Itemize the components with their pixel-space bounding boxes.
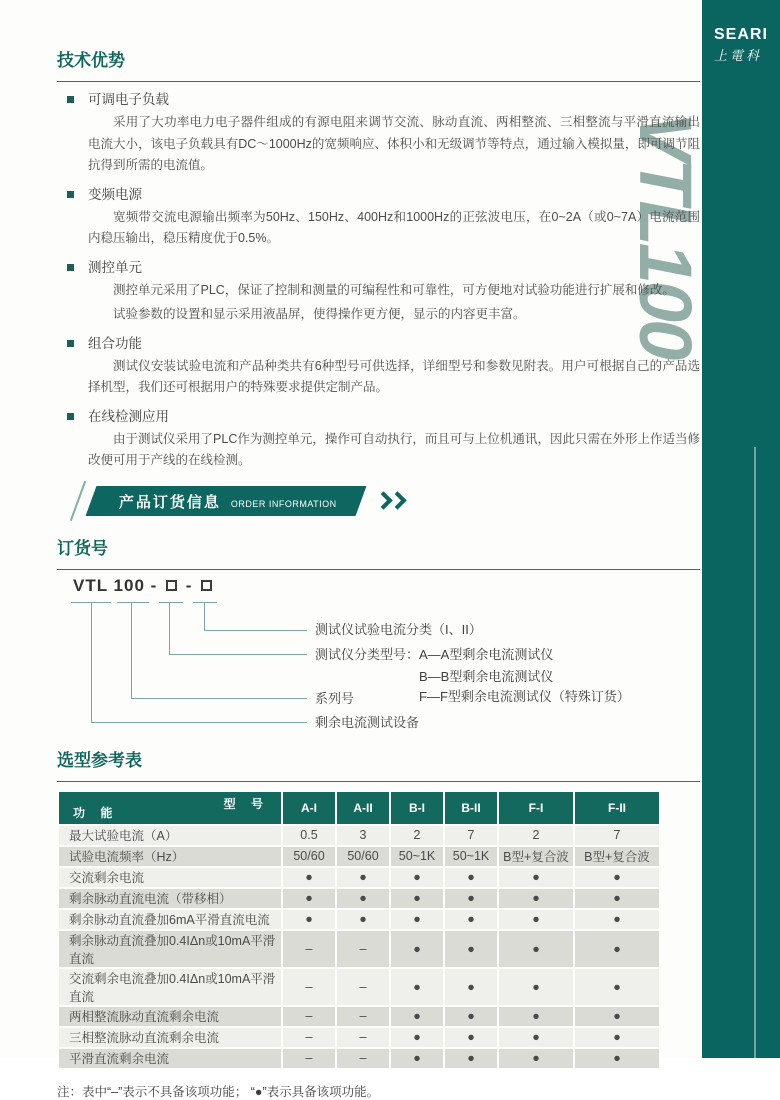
order-label-current-class: 测试仪试验电流分类（I、II） bbox=[315, 621, 482, 637]
chevron-right-icon bbox=[388, 491, 406, 509]
tech-advantages-title: 技术优势 bbox=[57, 46, 700, 82]
feature-label-cell: 三相整流脉动直流剩余电流 bbox=[59, 1028, 281, 1047]
value-cell: – bbox=[337, 969, 389, 1005]
value-cell: ● bbox=[575, 931, 659, 967]
value-cell: ● bbox=[445, 931, 497, 967]
connector-line bbox=[131, 602, 132, 698]
formula-series: VTL bbox=[73, 575, 108, 595]
connector-line bbox=[169, 602, 170, 654]
order-type-option: A—A型剩余电流测试仪 bbox=[419, 646, 554, 662]
value-cell: B型+复合波 bbox=[499, 847, 573, 866]
table-note: 注：表中“–”表示不具备该项功能； “●”表示具备该项功能。 bbox=[57, 1084, 380, 1099]
feature-paragraph: 测控单元采用了PLC，保证了控制和测量的可编程性和可靠性，可方便地对试验功能进行扩展和修改。 bbox=[113, 282, 675, 297]
table-row bbox=[59, 868, 659, 887]
value-cell: 3 bbox=[337, 826, 389, 845]
value-cell: ● bbox=[391, 868, 443, 887]
value-cell: ● bbox=[445, 868, 497, 887]
value-cell: ● bbox=[283, 910, 335, 929]
table-row bbox=[59, 1049, 659, 1068]
vtl100-watermark: VTL100 bbox=[624, 112, 707, 358]
value-cell: – bbox=[283, 931, 335, 967]
value-cell: B型+复合波 bbox=[575, 847, 659, 866]
feature-item bbox=[57, 334, 700, 399]
square-bullet-icon bbox=[67, 96, 74, 103]
feature-item bbox=[57, 185, 700, 250]
feature-label-cell: 交流剩余电流 bbox=[59, 868, 281, 887]
value-cell: – bbox=[337, 931, 389, 967]
value-cell: 50/60 bbox=[283, 847, 335, 866]
value-cell: 2 bbox=[499, 826, 573, 845]
feature-label-cell: 平滑直流剩余电流 bbox=[59, 1049, 281, 1068]
value-cell: ● bbox=[391, 931, 443, 967]
connector-line bbox=[204, 630, 307, 631]
value-cell: ● bbox=[575, 889, 659, 908]
value-cell: ● bbox=[283, 889, 335, 908]
feature-label-cell: 剩余脉动直流叠加0.4IΔn或10mA平滑直流 bbox=[59, 931, 281, 967]
square-bullet-icon bbox=[67, 264, 74, 271]
value-cell: ● bbox=[575, 868, 659, 887]
table-row bbox=[59, 1028, 659, 1047]
value-cell: ● bbox=[499, 1049, 573, 1068]
order-type-option: B—B型剩余电流测试仪 bbox=[419, 668, 554, 684]
value-cell: – bbox=[283, 1049, 335, 1068]
value-cell: 7 bbox=[445, 826, 497, 845]
value-cell: ● bbox=[575, 969, 659, 1005]
corner-model-label: 型 号 bbox=[223, 796, 269, 811]
value-cell: ● bbox=[499, 868, 573, 887]
formula-separator: - bbox=[185, 575, 193, 595]
value-cell: ● bbox=[283, 868, 335, 887]
feature-title: 在线检测应用 bbox=[88, 408, 169, 424]
feature-paragraph: 采用了大功率电力电子器件组成的有源电阻来调节交流、脉动直流、两相整流、三相整流与平滑直流输出电流大小，该电子负载具有DC～1000Hz的宽频响应、体积小和无级调节等特点，通过输入模拟量，即可调节阻抗得到所需的电流值。 bbox=[88, 115, 700, 172]
feature-label-cell: 最大试验电流（A） bbox=[59, 826, 281, 845]
value-cell: ● bbox=[499, 931, 573, 967]
value-cell: ● bbox=[499, 1007, 573, 1026]
strip-tail-line bbox=[754, 447, 756, 1058]
connector-line bbox=[169, 654, 307, 655]
value-cell: ● bbox=[391, 1049, 443, 1068]
feature-title: 测控单元 bbox=[88, 259, 142, 275]
column-header: B-II bbox=[445, 792, 497, 824]
seari-logo-chinese: 上電科 bbox=[714, 48, 763, 63]
seari-logo-text: SEARI bbox=[714, 26, 768, 43]
corner-header-cell bbox=[59, 792, 281, 824]
feature-paragraph: 宽频带交流电源输出频率为50Hz、150Hz、400Hz和1000Hz的正弦波电压，在0~2A（或0~7A）电流范围内稳压输出，稳压精度优于0.5%。 bbox=[88, 209, 700, 245]
value-cell: ● bbox=[391, 1007, 443, 1026]
value-cell: – bbox=[337, 1049, 389, 1068]
value-cell: ● bbox=[391, 889, 443, 908]
value-cell: ● bbox=[499, 1028, 573, 1047]
banner-body bbox=[86, 486, 367, 516]
model-formula bbox=[73, 576, 215, 596]
feature-label-cell: 试验电流频率（Hz） bbox=[59, 847, 281, 866]
tech-advantages-list bbox=[57, 90, 700, 472]
feature-label-cell: 剩余脉动直流电流（带移相） bbox=[59, 889, 281, 908]
value-cell: 50/60 bbox=[337, 847, 389, 866]
value-cell: ● bbox=[445, 1049, 497, 1068]
value-cell: – bbox=[283, 1007, 335, 1026]
table-row bbox=[59, 910, 659, 929]
table-row bbox=[59, 889, 659, 908]
connector-line bbox=[159, 602, 183, 603]
square-bullet-icon bbox=[67, 191, 74, 198]
value-cell: ● bbox=[575, 1007, 659, 1026]
table-row bbox=[59, 826, 659, 845]
value-cell: 50~1K bbox=[445, 847, 497, 866]
selection-table bbox=[57, 790, 661, 1070]
value-cell: ● bbox=[337, 910, 389, 929]
value-cell: – bbox=[283, 969, 335, 1005]
feature-item bbox=[57, 90, 700, 177]
value-cell: ● bbox=[445, 889, 497, 908]
square-bullet-icon bbox=[67, 340, 74, 347]
column-header: B-I bbox=[391, 792, 443, 824]
selection-table-title: 选型参考表 bbox=[57, 746, 700, 782]
value-cell: ● bbox=[445, 1007, 497, 1026]
model-code-diagram bbox=[57, 576, 700, 736]
feature-item bbox=[57, 258, 700, 326]
value-cell: ● bbox=[337, 868, 389, 887]
column-header: A-I bbox=[283, 792, 335, 824]
table-row bbox=[59, 931, 659, 967]
value-cell: ● bbox=[499, 910, 573, 929]
value-cell: 0.5 bbox=[283, 826, 335, 845]
square-bullet-icon bbox=[67, 413, 74, 420]
feature-paragraph: 试验参数的设置和显示采用液晶屏，使得操作更方便，显示的内容更丰富。 bbox=[113, 307, 526, 321]
connector-line bbox=[91, 602, 92, 722]
feature-paragraph: 由于测试仪采用了PLC作为测控单元，操作可自动执行，而且可与上位机通讯，因此只需在外形上作适当修改便可用于产线的在线检测。 bbox=[88, 431, 700, 467]
value-cell: – bbox=[337, 1028, 389, 1047]
feature-label-cell: 剩余脉动直流叠加6mA平滑直流电流 bbox=[59, 910, 281, 929]
value-cell: ● bbox=[575, 1049, 659, 1068]
connector-line bbox=[91, 722, 307, 723]
feature-title: 可调电子负载 bbox=[88, 92, 169, 107]
order-label-type: 测试仪分类型号： bbox=[315, 646, 420, 662]
order-number-title: 订货号 bbox=[57, 534, 700, 570]
column-header: A-II bbox=[337, 792, 389, 824]
value-cell: ● bbox=[575, 1028, 659, 1047]
formula-separator: - bbox=[150, 575, 158, 595]
value-cell: 7 bbox=[575, 826, 659, 845]
feature-label-cell: 交流剩余电流叠加0.4IΔn或10mA平滑直流 bbox=[59, 969, 281, 1005]
connector-line bbox=[117, 602, 149, 603]
table-row bbox=[59, 1007, 659, 1026]
value-cell: ● bbox=[575, 910, 659, 929]
order-type-option: F—F型剩余电流测试仪（特殊订货） bbox=[419, 688, 630, 704]
value-cell: ● bbox=[499, 969, 573, 1005]
formula-box bbox=[166, 580, 177, 591]
feature-paragraph: 测试仪安装试验电流和产品种类共有6种型号可供选择，详细型号和参数见附表。用户可根据自己的产品选择机型，我们还可根据用户的特殊要求提供定制产品。 bbox=[88, 358, 700, 394]
corner-function-label: 功 能 bbox=[73, 805, 119, 820]
table-row bbox=[59, 847, 659, 866]
feature-label-cell: 两相整流脉动直流剩余电流 bbox=[59, 1007, 281, 1026]
order-label-series: 系列号 bbox=[315, 690, 355, 706]
value-cell: ● bbox=[445, 969, 497, 1005]
value-cell: – bbox=[337, 1007, 389, 1026]
value-cell: ● bbox=[445, 910, 497, 929]
value-cell: 2 bbox=[391, 826, 443, 845]
value-cell: ● bbox=[445, 1028, 497, 1047]
order-info-banner bbox=[57, 486, 700, 516]
column-header: F-I bbox=[499, 792, 573, 824]
feature-title: 变频电源 bbox=[88, 186, 142, 202]
table-row bbox=[59, 969, 659, 1005]
connector-line bbox=[193, 602, 217, 603]
value-cell: ● bbox=[391, 969, 443, 1005]
table-header-row bbox=[59, 792, 659, 824]
right-brand-strip bbox=[624, 0, 780, 1058]
value-cell: 50~1K bbox=[391, 847, 443, 866]
order-label-device: 剩余电流测试设备 bbox=[315, 714, 420, 730]
main-content bbox=[57, 0, 700, 1100]
value-cell: ● bbox=[337, 889, 389, 908]
value-cell: ● bbox=[391, 1028, 443, 1047]
feature-item bbox=[57, 407, 700, 472]
column-header: F-II bbox=[575, 792, 659, 824]
value-cell: ● bbox=[391, 910, 443, 929]
feature-title: 组合功能 bbox=[88, 335, 142, 351]
connector-line bbox=[131, 698, 307, 699]
banner-title: 产品订货信息 bbox=[119, 493, 222, 510]
banner-subtitle: ORDER INFORMATION bbox=[231, 498, 337, 508]
formula-number: 100 bbox=[113, 575, 145, 595]
formula-box bbox=[201, 580, 212, 591]
banner-slash-line bbox=[70, 480, 86, 520]
value-cell: ● bbox=[499, 889, 573, 908]
seari-logo bbox=[714, 26, 768, 64]
connector-line bbox=[204, 602, 205, 630]
value-cell: – bbox=[283, 1028, 335, 1047]
